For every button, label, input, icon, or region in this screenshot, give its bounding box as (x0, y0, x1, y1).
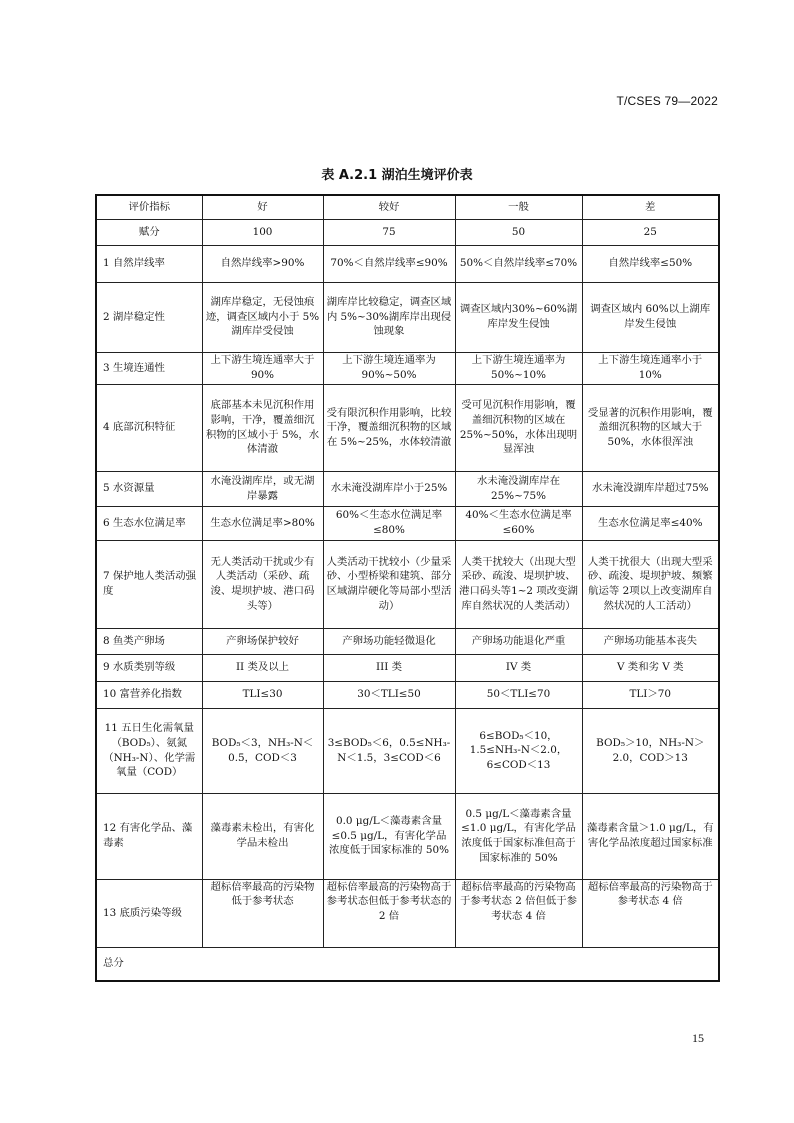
indicator-cell: 8 鱼类产卵场 (96, 628, 202, 654)
table-row (96, 681, 719, 708)
table-row (96, 282, 719, 352)
indicator-cell: 13 底质污染等级 (96, 879, 202, 947)
header-cell: 差 (582, 195, 719, 219)
indicator-cell: 4 底部沉积特征 (96, 384, 202, 471)
table-cell: 底部基本未见沉积作用影响，干净，覆盖细沉积物的区域小于 5%，水体清澈 (202, 384, 323, 471)
table-cell: 无人类活动干扰或少有人类活动（采砂、疏浚、堤坝护坡、港口码头等） (202, 540, 323, 628)
table-cell: IV 类 (455, 654, 582, 681)
table-cell: V 类和劣 V 类 (582, 654, 719, 681)
table-cell: 0.5 μg/L＜藻毒素含量≤1.0 μg/L，有害化学品浓度低于国家标准但高于国家标准的 50% (455, 793, 582, 879)
table-cell: 藻毒素含量＞1.0 μg/L，有害化学品浓度超过国家标准 (582, 793, 719, 879)
table-cell: 受有限沉积作用影响，比较干净，覆盖细沉积物的区域在 5%~25%，水体较清澈 (323, 384, 455, 471)
table-cell: 生态水位满足率>80% (202, 506, 323, 540)
score-row (96, 219, 719, 245)
table-cell: III 类 (323, 654, 455, 681)
indicator-cell: 10 富营养化指数 (96, 681, 202, 708)
header-cell: 好 (202, 195, 323, 219)
table-cell: 赋分 (96, 219, 202, 245)
total-label: 总分 (96, 947, 719, 981)
table-row (96, 793, 719, 879)
table-cell: 6≤BOD₅＜10，1.5≤NH₃-N＜2.0，6≤COD＜13 (455, 708, 582, 793)
table-cell: 超标倍率最高的污染物高于参考状态 4 倍 (582, 879, 719, 947)
table-cell: BOD₅＜3，NH₃-N＜0.5，COD＜3 (202, 708, 323, 793)
indicator-cell: 2 湖岸稳定性 (96, 282, 202, 352)
table-cell: 湖库岸稳定，无侵蚀痕迹，调查区域内小于 5%湖库岸受侵蚀 (202, 282, 323, 352)
table-cell: 人类干扰较大（出现大型采砂、疏浚、堤坝护坡、港口码头等1~2 项改变湖库自然状况的人类活动） (455, 540, 582, 628)
table-cell: 自然岸线率>90% (202, 245, 323, 282)
total-row (96, 947, 719, 981)
table-cell: TLI＞70 (582, 681, 719, 708)
indicator-cell: 5 水资源量 (96, 471, 202, 506)
table-cell: 水未淹没湖库岸超过75% (582, 471, 719, 506)
table-cell: 受显著的沉积作用影响，覆盖细沉积物的区域大于 50%，水体很浑浊 (582, 384, 719, 471)
table-caption: 表 A.2.1 湖泊生境评价表 (321, 168, 473, 183)
table-cell: 超标倍率最高的污染物低于参考状态 (202, 879, 323, 947)
indicator-cell: 3 生境连通性 (96, 352, 202, 384)
table-cell: 产卵场保护较好 (202, 628, 323, 654)
table-cell: 40%＜生态水位满足率≤60% (455, 506, 582, 540)
table-cell: 生态水位满足率≤40% (582, 506, 719, 540)
page-number: 15 (692, 1031, 704, 1045)
table-cell: 上下游生境连通率大于 90% (202, 352, 323, 384)
table-cell: 上下游生境连通率为90%~50% (323, 352, 455, 384)
header-cell: 一般 (455, 195, 582, 219)
table-cell: 调查区域内 60%以上湖库岸发生侵蚀 (582, 282, 719, 352)
table-row (96, 471, 719, 506)
table-cell: 人类干扰很大（出现大型采砂、疏浚、堤坝护坡、频繁航运等 2项以上改变湖库自然状况的人工活动） (582, 540, 719, 628)
table-row (96, 245, 719, 282)
table-cell: 3≤BOD₅＜6，0.5≤NH₃-N＜1.5，3≤COD＜6 (323, 708, 455, 793)
table-row (96, 708, 719, 793)
evaluation-table (95, 194, 720, 982)
table-cell: 水未淹没湖库岸小于25% (323, 471, 455, 506)
indicator-cell: 1 自然岸线率 (96, 245, 202, 282)
table-cell: 产卵场功能基本丧失 (582, 628, 719, 654)
indicator-cell: 7 保护地人类活动强度 (96, 540, 202, 628)
table-cell: 0.0 μg/L＜藻毒素含量≤0.5 μg/L，有害化学品浓度低于国家标准的 50% (323, 793, 455, 879)
table-cell: 受可见沉积作用影响，覆盖细沉积物的区域在 25%~50%，水体出现明显浑浊 (455, 384, 582, 471)
table-cell: 60%＜生态水位满足率≤80% (323, 506, 455, 540)
table-cell: II 类及以上 (202, 654, 323, 681)
table-cell: 产卵场功能退化严重 (455, 628, 582, 654)
table-cell: 上下游生境连通率为50%~10% (455, 352, 582, 384)
table-cell: 调查区域内30%~60%湖库岸发生侵蚀 (455, 282, 582, 352)
table-cell: 75 (323, 219, 455, 245)
indicator-cell: 11 五日生化需氧量（BOD₅）、氨氮（NH₃-N）、化学需氧量（COD） (96, 708, 202, 793)
table-cell: TLI≤30 (202, 681, 323, 708)
standard-number: T/CSES 79—2022 (616, 94, 718, 108)
table-row (96, 628, 719, 654)
table-cell: 50＜TLI≤70 (455, 681, 582, 708)
indicator-cell: 9 水质类别等级 (96, 654, 202, 681)
table-cell: 产卵场功能轻微退化 (323, 628, 455, 654)
table-cell: 70%＜自然岸线率≤90% (323, 245, 455, 282)
table-row (96, 540, 719, 628)
indicator-cell: 12 有害化学品、藻毒素 (96, 793, 202, 879)
table-cell: 上下游生境连通率小于 10% (582, 352, 719, 384)
table-row (96, 506, 719, 540)
table-cell: 藻毒素未检出，有害化学品未检出 (202, 793, 323, 879)
indicator-cell: 6 生态水位满足率 (96, 506, 202, 540)
table-row (96, 879, 719, 947)
table-cell: 湖库岸比较稳定，调查区域内 5%~30%湖库岸出现侵蚀现象 (323, 282, 455, 352)
table-cell: 50 (455, 219, 582, 245)
header-cell: 评价指标 (96, 195, 202, 219)
table-cell: 人类活动干扰较小（少量采砂、小型桥梁和建筑、部分区域湖岸硬化等局部小型活动） (323, 540, 455, 628)
table-cell: 超标倍率最高的污染物高于参考状态 2 倍但低于参考状态 4 倍 (455, 879, 582, 947)
table-cell: 水未淹没湖库岸在25%~75% (455, 471, 582, 506)
table-cell: 50%＜自然岸线率≤70% (455, 245, 582, 282)
table-cell: 25 (582, 219, 719, 245)
table-row (96, 654, 719, 681)
table-cell: 30＜TLI≤50 (323, 681, 455, 708)
header-cell: 较好 (323, 195, 455, 219)
table-row (96, 352, 719, 384)
table-cell: 水淹没湖库岸，或无湖岸暴露 (202, 471, 323, 506)
table-cell: 100 (202, 219, 323, 245)
table-cell: BOD₅＞10，NH₃-N＞2.0，COD＞13 (582, 708, 719, 793)
table-cell: 超标倍率最高的污染物高于参考状态但低于参考状态的 2 倍 (323, 879, 455, 947)
table-cell: 自然岸线率≤50% (582, 245, 719, 282)
header-row (96, 195, 719, 219)
table-row (96, 384, 719, 471)
